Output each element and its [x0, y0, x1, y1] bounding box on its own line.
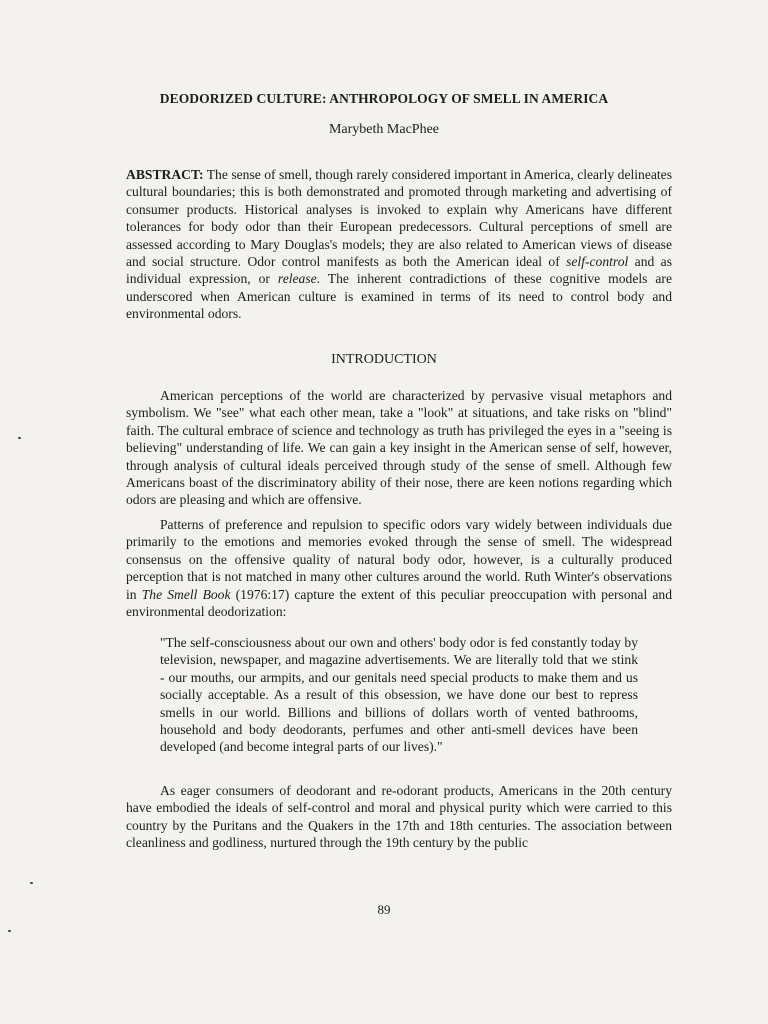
abstract-label: ABSTRACT:	[126, 167, 204, 182]
abstract	[126, 166, 672, 323]
abstract-emphasis-release: release	[277, 271, 317, 287]
paragraph-2-text	[126, 516, 672, 620]
paragraph-1-text: American perceptions of the world are characterized by pervasive visual metaphors and symbolism. We "see" what each other mean, take a "look" at situations, and take risks on "blind" faith. The cultural embrace of science and technology as truth has privileged the eyes in a "seeing is believing" understanding of life. We can gain a key insight in the American sense of self, however, through analysis of cultural ideals perceived through study of the sense of smell. Although few Americans boast of the discriminatory ability of their nose, there are keen notions regarding which odors are pleasing and which are offensive.	[126, 388, 672, 508]
paragraph-3-text: As eager consumers of deodorant and re-odorant products, Americans in the 20th century have embodied the ideals of self-control and moral and physical purity which were carried to this country by the Puritans and the Quakers in the 17th and 18th centuries. The association between cleanliness and godliness, nurtured through the 19th century by the public	[126, 783, 672, 851]
scan-speck	[8, 930, 11, 932]
paragraph-2	[126, 516, 672, 620]
scan-speck	[30, 882, 33, 884]
scan-speck	[18, 437, 21, 439]
paragraph-2-before: Patterns of preference and repulsion to specific odors vary widely between individuals due primarily to the emotions and memories evoked through the sense of smell. The widespread consensus on the offensive quality of natural body odor, however, is a culturally produced perception that is not matched in many other cultures around the world. Ruth Winter's observations in	[126, 517, 672, 602]
section-heading-introduction: INTRODUCTION	[331, 352, 437, 367]
paragraph-2-after: (1976:17) capture the extent of this peculiar preoccupation with personal and environmental deodorization:	[126, 586, 672, 620]
abstract-emphasis-self-control: self-control	[566, 254, 629, 270]
abstract-text-mid: and as individual expression, or	[126, 254, 672, 287]
abstract-text-before: The sense of smell, though rarely considered important in America, clearly delineates cultural boundaries; this is both demonstrated and promoted through marketing and advertising of consumer products. Historical analyses is invoked to explain why Americans have different tolerances for body odor than their European predecessors. Cultural perceptions of smell are assessed according to Mary Douglas's models; they are also related to American views of disease and social structure. Odor control manifests as both the American ideal of	[126, 167, 672, 270]
author-name: Marybeth MacPhee	[328, 122, 440, 137]
page-number: 89	[377, 902, 391, 917]
paragraph-1	[126, 387, 672, 509]
paragraph-3	[126, 782, 672, 852]
paper-title: DEODORIZED CULTURE: ANTHROPOLOGY OF SMELL IN AMERICA	[159, 91, 609, 106]
abstract-text-after: . The inherent contradictions of these cognitive models are underscored when American culture is examined in terms of its need to control body and environmental odors.	[126, 271, 672, 322]
book-title: The Smell Book	[141, 586, 231, 602]
block-quote: "The self-consciousness about our own and others' body odor is fed constantly today by television, newspaper, and magazine advertisements. We are literally told that we stink - our mouths, our armpits, and our genitals need special products to make them and us socially acceptable. As a result of this obsession, we have done our best to repress smells in our world. Billions and billions of dollars worth of vented bathrooms, household and body deodorants, perfumes and other anti-smell devices have been developed (and become integral parts of our lives)."	[160, 635, 638, 755]
